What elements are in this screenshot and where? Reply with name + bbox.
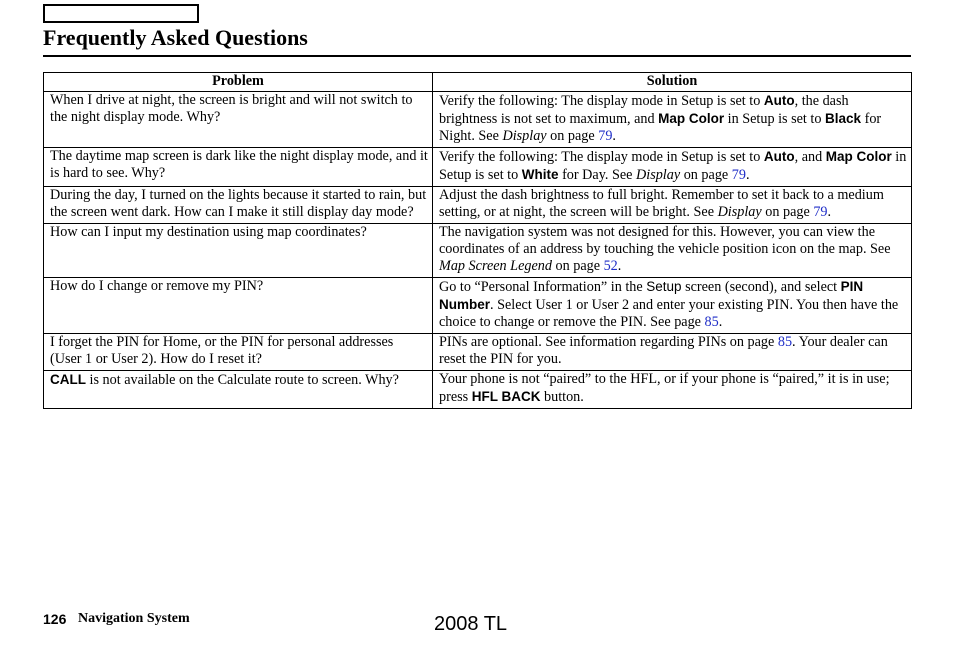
control-name: White	[521, 167, 559, 182]
page-link[interactable]: 52	[603, 258, 618, 274]
solution-cell	[433, 92, 912, 148]
text-segment: on page	[761, 204, 814, 220]
page-title: Frequently Asked Questions	[43, 25, 308, 50]
text-segment: on page	[680, 167, 732, 183]
column-header-problem: Problem	[44, 73, 433, 92]
solution-cell	[433, 371, 912, 409]
text-segment: How can I input my destination using map coordinates?	[50, 224, 367, 240]
solution-cell	[433, 278, 912, 334]
table-row	[44, 278, 912, 334]
page-number: 126	[43, 611, 67, 627]
text-segment: . Select User 1 or User 2 and enter your existing PIN. You then have the choice to change or remove the PIN. See page	[439, 297, 899, 330]
text-segment: Verify the following: The display mode in Setup is set to	[439, 93, 764, 109]
table-row	[44, 148, 912, 187]
solution-cell	[433, 148, 912, 187]
text-segment: When I drive at night, the screen is bright and will not switch to the night display mode. Why?	[50, 92, 413, 125]
text-segment: on page	[551, 258, 604, 274]
faq-table-body	[44, 92, 912, 409]
solution-cell	[433, 334, 912, 371]
problem-cell	[44, 187, 433, 224]
page-link[interactable]: 79	[731, 167, 746, 183]
control-name: Auto	[763, 93, 795, 108]
text-segment: . Your dealer can reset the PIN for you.	[439, 334, 888, 367]
text-segment: , and	[794, 149, 826, 165]
text-segment: Verify the following: The display mode in Setup is set to	[439, 149, 764, 165]
text-segment: for Day. See	[558, 167, 636, 183]
table-header-row	[44, 73, 912, 92]
title-underline	[43, 55, 911, 57]
problem-cell	[44, 334, 433, 371]
text-segment: in Setup is set to	[724, 111, 826, 127]
table-row	[44, 187, 912, 224]
table-row	[44, 224, 912, 278]
control-name: Auto	[763, 149, 795, 164]
text-segment: Go to “Personal Information” in the	[439, 279, 647, 295]
control-name: Map Color	[658, 111, 725, 126]
text-segment: I forget the PIN for Home, or the PIN for personal addresses (User 1 or User 2). How do I reset it?	[50, 334, 394, 367]
text-segment: PINs are optional. See information regarding PINs on page	[439, 334, 778, 350]
table-row	[44, 371, 912, 409]
page-link[interactable]: 79	[813, 204, 828, 220]
text-segment: .	[612, 128, 616, 144]
page-link[interactable]: 85	[777, 334, 793, 350]
solution-cell	[433, 187, 912, 224]
text-segment: The daytime map screen is dark like the night display mode, and it is hard to see. Why?	[50, 148, 428, 181]
control-name: CALL	[50, 372, 86, 387]
text-segment: .	[718, 314, 723, 330]
text-segment: , the dash brightness is not set to maximum, and	[439, 93, 849, 127]
text-segment: .	[745, 167, 750, 183]
text-segment: How do I change or remove my PIN?	[50, 278, 264, 294]
reference-title: Map Screen Legend	[439, 258, 552, 274]
section-tab-box	[43, 4, 199, 23]
problem-cell	[44, 224, 433, 278]
text-segment: in Setup is set to	[439, 149, 907, 183]
page-link[interactable]: 79	[598, 128, 613, 144]
solution-cell	[433, 224, 912, 278]
reference-title: Display	[636, 167, 681, 183]
text-segment: button.	[540, 389, 584, 405]
text-segment: Your phone is not “paired” to the HFL, or if your phone is “paired,” it is in use; press	[439, 371, 890, 405]
problem-cell	[44, 278, 433, 334]
model-label: 2008 TL	[434, 613, 508, 635]
control-name: Black	[825, 111, 862, 126]
control-name: PIN Number	[439, 279, 864, 312]
text-segment: for Night. See	[439, 111, 882, 144]
table-row	[44, 334, 912, 371]
text-segment: on page	[546, 128, 599, 144]
page-link[interactable]: 85	[704, 314, 719, 330]
reference-title: Display	[717, 204, 762, 220]
problem-cell	[44, 371, 433, 409]
text-segment: Adjust the dash brightness to full bright. Remember to set it back to a medium setting, or at night, the screen will be bright. See	[439, 187, 884, 220]
text-segment: During the day, I turned on the lights because it started to rain, but the screen went dark. How can I make it still display day mode?	[50, 187, 427, 220]
footer-section-title: Navigation System	[78, 611, 190, 626]
problem-cell	[44, 92, 433, 148]
text-segment: screen (second), and select	[681, 279, 841, 295]
text-segment: The navigation system was not designed for this. However, you can view the coordinates of an address by touching the vehicle position icon on the map. See	[439, 224, 891, 257]
text-segment: .	[827, 204, 832, 220]
control-name: HFL BACK	[471, 389, 541, 404]
column-header-solution: Solution	[433, 73, 912, 92]
table-row	[44, 92, 912, 148]
reference-title: Display	[502, 128, 547, 144]
problem-cell	[44, 148, 433, 187]
text-segment: is not available on the Calculate route to screen. Why?	[86, 372, 399, 388]
screen-name: Setup	[646, 279, 682, 294]
text-segment: .	[617, 258, 622, 274]
faq-table	[43, 72, 912, 409]
control-name: Map Color	[825, 149, 892, 164]
